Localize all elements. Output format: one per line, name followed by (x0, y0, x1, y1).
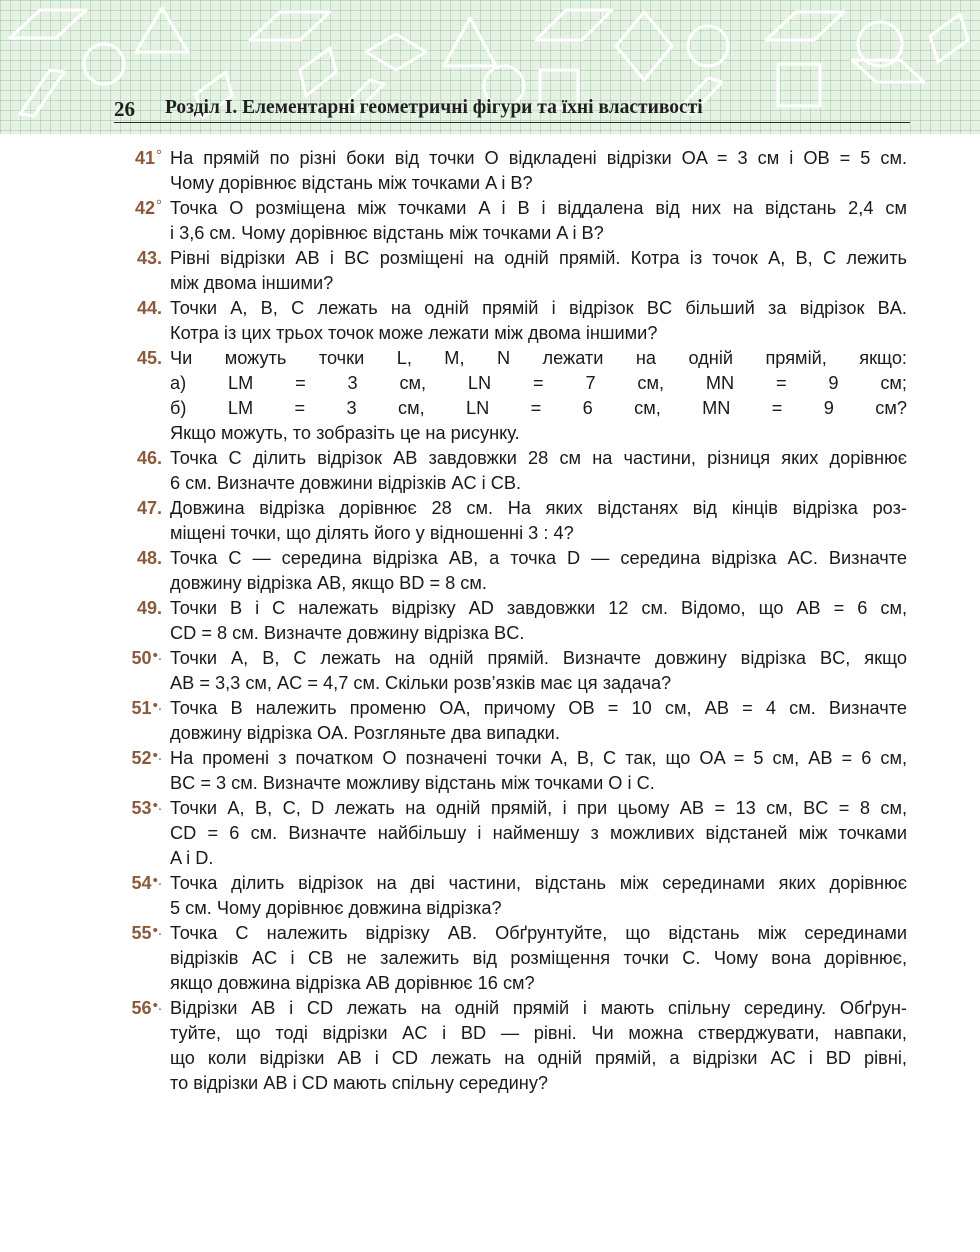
page-number: 26 (114, 97, 135, 121)
problem-number-text: 52 (131, 748, 152, 768)
problem-text-line: A і D. (170, 848, 214, 868)
problem-number-text: 53 (131, 798, 152, 818)
problem-text-line: Точка C — середина відрізка AB, а точка D — середина відрізка AC. Визначте (170, 548, 907, 568)
problem-text-line: туйте, що тоді відрізки AC і BD — рівні. Чи можна стверджувати, навпаки, (170, 1023, 907, 1043)
problem-text-line: Точки B і C належать відрізку AD завдовжки 12 см. Відомо, що AB = 6 см, (170, 598, 907, 618)
problem-item (0, 796, 980, 871)
problem-text-line: Точка B належить променю OA, причому OB = 10 см, AB = 4 см. Визначте (170, 698, 907, 718)
problem-text-line: Довжина відрізка дорівнює 28 см. На яких відстанях від кінців відрізка роз- (170, 498, 907, 518)
problem-text-line: Точки A, B, C лежать на одній прямій і відрізок BC більший за відрізок BA. (170, 298, 907, 318)
problem-item (0, 146, 980, 196)
problem-text-line: Чому дорівнює відстань між точками A і B? (170, 173, 533, 193)
problem-item (0, 996, 980, 1096)
problem-text-line: і 3,6 см. Чому дорівнює відстань між точками A і B? (170, 223, 604, 243)
problem-item (0, 496, 980, 546)
problem-number-text: 48. (136, 548, 162, 568)
difficulty-mark: •. (152, 997, 162, 1014)
problem-text-line: міщені точки, що ділять його у відношенні 3 : 4? (170, 523, 574, 543)
problem-number-text: 43. (136, 248, 162, 268)
problem-number-text: 56 (131, 998, 152, 1018)
problem-text-line: CD = 8 см. Визначте довжину відрізка BC. (170, 623, 525, 643)
problem-number (118, 646, 162, 672)
problem-text-line: б) LM = 3 см, LN = 6 см, MN = 9 см? (170, 398, 907, 418)
problem-number-text: 44. (136, 298, 162, 318)
problem-text-line: довжину відрізка OA. Розгляньте два випадки. (170, 723, 560, 743)
problem-number-text: 41 (134, 148, 155, 168)
problem-text-line: CD = 6 см. Визначте найбільшу і найменшу з можливих відстаней між точками (170, 823, 907, 843)
problem-item (0, 871, 980, 921)
problem-text-line: а) LM = 3 см, LN = 7 см, MN = 9 см; (170, 373, 907, 393)
problem-text-line: Рівні відрізки AB і BC розміщені на одній прямій. Котра із точок A, B, C лежить (170, 248, 907, 268)
problem-item (0, 746, 980, 796)
problem-text-line: то відрізки AB і CD мають спільну середину? (170, 1073, 549, 1093)
problem-number-text: 51 (131, 698, 152, 718)
problem-text-line: На промені з початком O позначені точки A, B, C так, що OA = 5 см, AB = 6 см, (170, 748, 907, 768)
problem-number-text: 47. (136, 498, 162, 518)
problem-item (0, 646, 980, 696)
problem-number (118, 596, 162, 621)
problem-number-text: 55 (131, 923, 152, 943)
problem-number (118, 496, 162, 521)
problem-text-line: Якщо можуть, то зобразіть це на рисунку. (170, 423, 520, 443)
problem-text-line: Точка C належить відрізку AB. Обґрунтуйте, що відстань між серединами (170, 923, 907, 943)
difficulty-mark: ° (156, 197, 162, 214)
problem-number-text: 49. (136, 598, 162, 618)
problem-number (118, 871, 162, 897)
problem-text-line: Точка O розміщена між точками A і B і віддалена від них на відстань 2,4 см (170, 198, 907, 218)
problem-item (0, 246, 980, 296)
problem-text-line: Точки A, B, C, D лежать на одній прямій, і при цьому AB = 13 см, BC = 8 см, (170, 798, 907, 818)
problem-text-line: Точки A, B, C лежать на одній прямій. Визначте довжину відрізка BC, якщо (170, 648, 907, 668)
problem-number (118, 196, 162, 222)
problem-item (0, 346, 980, 446)
page-header (0, 0, 980, 134)
difficulty-mark: •. (152, 647, 162, 664)
problem-number (118, 246, 162, 271)
problem-number-text: 46. (136, 448, 162, 468)
difficulty-mark: •. (152, 872, 162, 889)
problem-text-line: Точка ділить відрізок на дві частини, відстань між серединами яких дорівнює (170, 873, 907, 893)
problem-number (118, 546, 162, 571)
problem-text-line: що коли відрізки AB і CD лежать на одній прямій, а відрізки AC і BD рівні, (170, 1048, 907, 1068)
problem-text-line: BC = 3 см. Визначте можливу відстань між точками O і C. (170, 773, 655, 793)
problem-number (118, 746, 162, 772)
problem-number (118, 146, 162, 172)
problem-item (0, 696, 980, 746)
problem-item (0, 921, 980, 996)
problem-item (0, 546, 980, 596)
problem-list (0, 146, 980, 1096)
problem-text-line: Відрізки AB і CD лежать на одній прямій і мають спільну середину. Обґрун- (170, 998, 907, 1018)
problem-text-line: Котра із цих трьох точок може лежати між двома іншими? (170, 323, 658, 343)
problem-text-line: відрізків AC і CB не залежить від розміщення точки C. Чому вона дорівнює, (170, 948, 907, 968)
problem-item (0, 196, 980, 246)
problem-text-line: якщо довжина відрізка AB дорівнює 16 см? (170, 973, 535, 993)
problem-number (118, 696, 162, 722)
header-rule (114, 122, 910, 123)
problem-number (118, 921, 162, 947)
problem-text-line: Чи можуть точки L, M, N лежати на одній прямій, якщо: (170, 348, 907, 368)
problem-item (0, 596, 980, 646)
problem-number-text: 54 (131, 873, 152, 893)
problem-text-line: 6 см. Визначте довжини відрізків AC і CB. (170, 473, 522, 493)
difficulty-mark: •. (152, 922, 162, 939)
problem-number (118, 446, 162, 471)
problem-number (118, 996, 162, 1022)
problem-number-text: 42 (134, 198, 155, 218)
problem-item (0, 296, 980, 346)
problem-text-line: 5 см. Чому дорівнює довжина відрізка? (170, 898, 502, 918)
difficulty-mark: •. (152, 747, 162, 764)
problem-text-line: На прямій по різні боки від точки O відкладені відрізки OA = 3 см і OB = 5 см. (170, 148, 907, 168)
problem-text-line: довжину відрізка AB, якщо BD = 8 см. (170, 573, 487, 593)
difficulty-mark: •. (152, 697, 162, 714)
problem-number-text: 50 (131, 648, 152, 668)
problem-number-text: 45. (136, 348, 162, 368)
section-title: Розділ І. Елементарні геометричні фігури та їхні властивості (165, 97, 703, 118)
problem-item (0, 446, 980, 496)
difficulty-mark: ° (156, 147, 162, 164)
problem-text-line: між двома іншими? (170, 273, 334, 293)
problem-number (118, 296, 162, 321)
problem-text-line: Точка C ділить відрізок AB завдовжки 28 см на частини, різниця яких дорівнює (170, 448, 907, 468)
problem-number (118, 796, 162, 822)
problem-text-line: AB = 3,3 см, AC = 4,7 см. Скільки розв’язків має ця задача? (170, 673, 672, 693)
problem-number (118, 346, 162, 371)
difficulty-mark: •. (152, 797, 162, 814)
